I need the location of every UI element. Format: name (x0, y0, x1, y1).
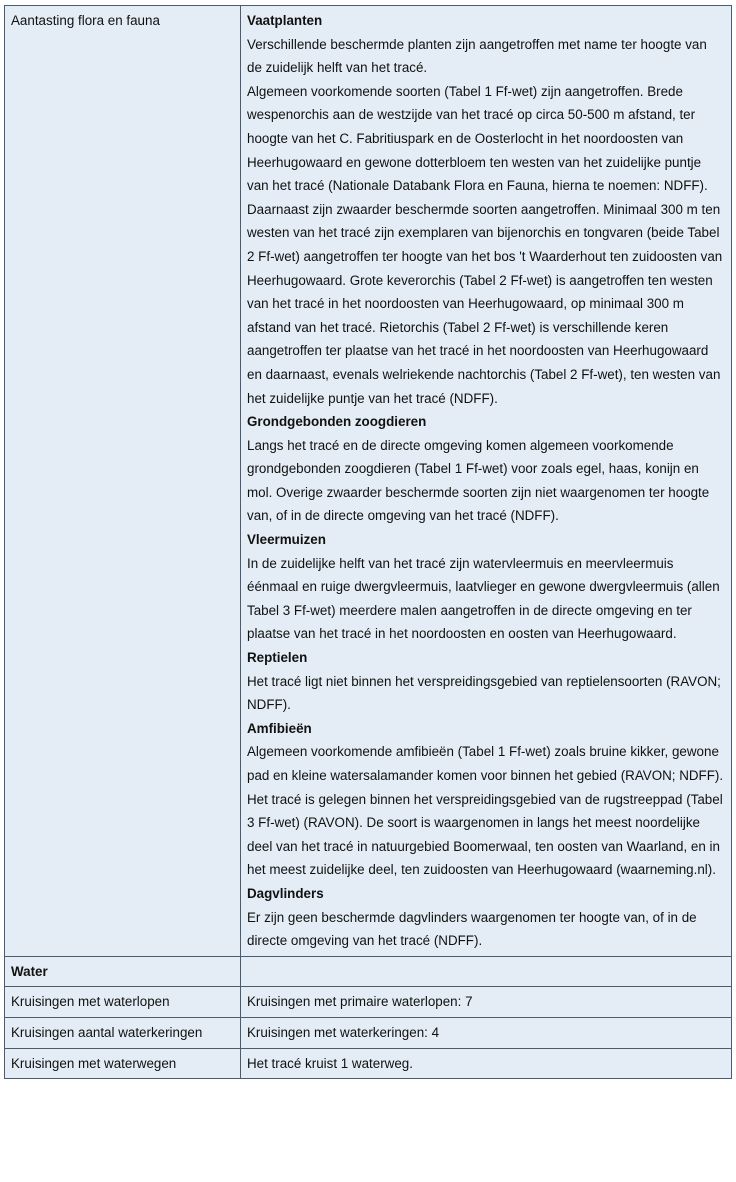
paragraph: Het tracé is gelegen binnen het verspreidingsgebied van de rugstreeppad (Tabel 3 Ff-wet) (RAVON). De soort is waargenomen in langs het meest noordelijke deel van het tracé in natuurgebied Boomerwaal, ten oosten van Waarland, en in het meest zuidelijke deel, ten zuidoosten van Heerhugowaard (waarneming.nl). (247, 791, 723, 878)
section-heading-dagvlinders: Dagvlinders (247, 885, 324, 901)
row-value: Kruisingen met waterkeringen: 4 (241, 1017, 732, 1048)
table-row-water (5, 956, 732, 987)
paragraph: Verschillende beschermde planten zijn aangetroffen met name ter hoogte van de zuidelijk helft van het tracé. (247, 36, 707, 76)
row-content-flora-fauna (241, 6, 732, 957)
row-label: Kruisingen met waterlopen (5, 987, 241, 1018)
section-heading-grondgebonden-zoogdieren: Grondgebonden zoogdieren (247, 414, 427, 430)
row-value: Kruisingen met primaire waterlopen: 7 (241, 987, 732, 1018)
section-heading-vleermuizen: Vleermuizen (247, 532, 326, 548)
paragraph: Algemeen voorkomende soorten (Tabel 1 Ff-wet) zijn aangetroffen. Brede wespenorchis aan de westzijde van het tracé op circa 50-500 m afstand, ter hoogte van het C. Fabritiuspark en de Oosterlocht in het noordoosten van Heerhugowaard en gewone dotterbloem ten westen van het zuidelijke puntje van het tracé (Nationale Databank Flora en Fauna, hierna te noemen: NDFF). (247, 83, 708, 194)
table-row-waterlopen (5, 987, 732, 1018)
paragraph: Langs het tracé en de directe omgeving komen algemeen voorkomende grondgebonden zoogdieren (Tabel 1 Ff-wet) voor zoals egel, haas, konijn en mol. Overige zwaarder beschermde soorten zijn niet waargenomen ter hoogte van, of in de directe omgeving van het tracé (NDFF). (247, 437, 710, 524)
row-value (241, 956, 732, 987)
document-table (4, 5, 732, 1079)
row-label: Aantasting flora en fauna (5, 6, 241, 957)
section-heading-amfibieen: Amfibieën (247, 720, 312, 736)
table-row-waterkeringen (5, 1017, 732, 1048)
paragraph: Het tracé ligt niet binnen het verspreidingsgebied van reptielensoorten (RAVON; NDFF). (247, 673, 721, 713)
paragraph: Er zijn geen beschermde dagvlinders waargenomen ter hoogte van, of in de directe omgeving van het tracé (NDFF). (247, 909, 697, 949)
row-label: Kruisingen met waterwegen (5, 1048, 241, 1079)
row-value: Het tracé kruist 1 waterweg. (241, 1048, 732, 1079)
section-label-water: Water (5, 956, 241, 987)
paragraph: Daarnaast zijn zwaarder beschermde soorten aangetroffen. Minimaal 300 m ten westen van het tracé zijn exemplaren van bijenorchis en tongvaren (beide Tabel 2 Ff-wet) aangetroffen ter hoogte van het bos 't Waarderhout ten zuidoosten van Heerhugowaard. Grote keverorchis (Tabel 2 Ff-wet) is aangetroffen ten westen van het tracé in het noordoosten van Heerhugowaard, op minimaal 300 m afstand van het tracé. Rietorchis (Tabel 2 Ff-wet) is verschillende keren aangetroffen ter plaatse van het tracé in het noordoosten van Heerhugowaard en daarnaast, evenals welriekende nachtorchis (Tabel 2 Ff-wet), ten westen van het zuidelijke puntje van het tracé (NDFF). (247, 201, 723, 406)
table-row-flora-fauna (5, 6, 732, 957)
paragraph: Algemeen voorkomende amfibieën (Tabel 1 Ff-wet) zoals bruine kikker, gewone pad en kleine watersalamander komen voor binnen het gebied (RAVON; NDFF). (247, 744, 724, 783)
table-row-waterwegen (5, 1048, 732, 1079)
paragraph: In de zuidelijke helft van het tracé zijn watervleermuis en meervleermuis éénmaal en ruige dwergvleermuis, laatvlieger en gewone dwergvleermuis (allen Tabel 3 Ff-wet) meerdere malen aangetroffen in de directe omgeving en ter plaatse van het tracé in het noordoosten en oosten van Heerhugowaard. (247, 555, 720, 642)
section-heading-vaatplanten: Vaatplanten (247, 13, 323, 28)
section-heading-reptielen: Reptielen (247, 650, 308, 666)
row-label: Kruisingen aantal waterkeringen (5, 1017, 241, 1048)
